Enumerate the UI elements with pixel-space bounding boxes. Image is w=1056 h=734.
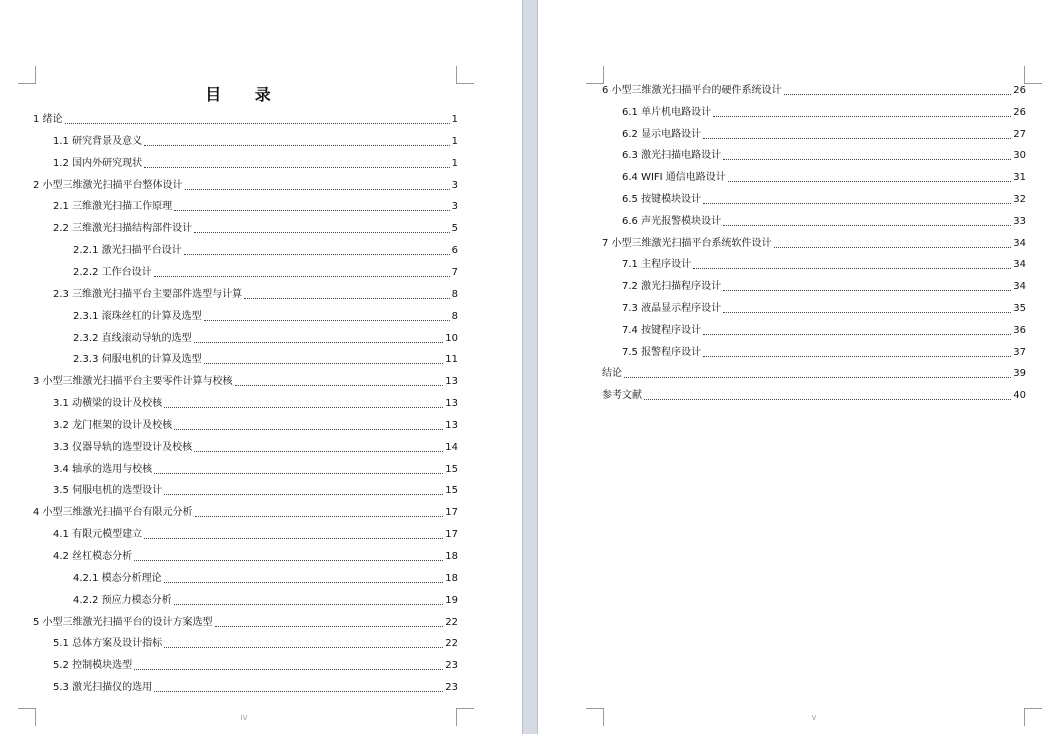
toc-entry-label: 2 小型三维激光扫描平台整体设计 bbox=[33, 179, 183, 191]
dot-leader bbox=[164, 407, 443, 408]
toc-entry-page: 8 bbox=[451, 288, 458, 300]
toc-entry-label: 结论 bbox=[602, 368, 622, 380]
dot-leader bbox=[774, 247, 1012, 248]
toc-entry-page: 34 bbox=[1013, 259, 1026, 271]
toc-entry-label: 6.1 单片机电路设计 bbox=[622, 106, 712, 118]
toc-entry-page: 33 bbox=[1013, 215, 1026, 227]
toc-entry-page: 18 bbox=[445, 572, 458, 584]
toc-entry-label: 5 小型三维激光扫描平台的设计方案选型 bbox=[33, 616, 213, 628]
toc-entry-page: 11 bbox=[445, 354, 458, 366]
dot-leader bbox=[195, 516, 444, 517]
toc-entry[interactable] bbox=[73, 309, 458, 323]
toc-entry[interactable] bbox=[53, 462, 458, 476]
dot-leader bbox=[174, 210, 450, 211]
toc-entry-label: 5.1 总体方案及设计指标 bbox=[53, 638, 163, 650]
dot-leader bbox=[164, 647, 443, 648]
toc-entry-page: 1 bbox=[451, 135, 458, 147]
toc-entry-label: 1 绪论 bbox=[33, 114, 63, 125]
toc-entry-page: 13 bbox=[445, 376, 458, 388]
toc-entry[interactable] bbox=[622, 345, 1026, 359]
toc-entry-label: 6.4 WIFI 通信电路设计 bbox=[622, 172, 726, 184]
toc-entry[interactable] bbox=[602, 366, 1026, 380]
dot-leader bbox=[703, 356, 1011, 357]
dot-leader bbox=[703, 203, 1011, 204]
dot-leader bbox=[713, 116, 1011, 117]
toc-entry-label: 6.2 显示电路设计 bbox=[622, 128, 702, 140]
toc-entry-label: 3.4 轴承的选用与校核 bbox=[53, 463, 153, 475]
toc-entry-page: 13 bbox=[445, 398, 458, 410]
toc-entry[interactable] bbox=[53, 636, 458, 650]
dot-leader bbox=[723, 312, 1011, 313]
toc-entry[interactable] bbox=[602, 388, 1026, 402]
toc-entry-label: 2.2 三维激光扫描结构部件设计 bbox=[53, 223, 193, 235]
toc-entry[interactable] bbox=[33, 615, 458, 629]
toc-entry[interactable] bbox=[73, 571, 458, 585]
toc-entry-page: 36 bbox=[1013, 324, 1026, 336]
toc-entry-label: 4 小型三维激光扫描平台有限元分析 bbox=[33, 507, 193, 519]
toc-entry-label: 7.2 激光扫描程序设计 bbox=[622, 281, 722, 293]
dot-leader bbox=[723, 290, 1011, 291]
footer-page-number-left: IV bbox=[240, 714, 248, 722]
toc-entry-page: 31 bbox=[1013, 172, 1026, 184]
toc-entry-page: 7 bbox=[451, 266, 458, 278]
toc-entry[interactable] bbox=[53, 199, 458, 213]
left-page bbox=[0, 0, 522, 734]
toc-entry[interactable] bbox=[622, 301, 1026, 315]
toc-entry-page: 1 bbox=[451, 157, 458, 169]
dot-leader bbox=[134, 669, 443, 670]
dot-leader bbox=[693, 268, 1011, 269]
toc-entry-page: 32 bbox=[1013, 194, 1026, 205]
toc-entry-label: 7.4 按键程序设计 bbox=[622, 324, 702, 336]
toc-entry-label: 7.5 报警程序设计 bbox=[622, 346, 702, 358]
toc-entry-page: 6 bbox=[451, 245, 458, 257]
toc-entry-label: 4.1 有限元模型建立 bbox=[53, 529, 143, 541]
toc-entry[interactable] bbox=[53, 658, 458, 672]
toc-entry[interactable] bbox=[53, 221, 458, 235]
toc-entry[interactable] bbox=[622, 279, 1026, 293]
dot-leader bbox=[185, 189, 450, 190]
toc-entry[interactable] bbox=[622, 148, 1026, 162]
toc-entry-label: 1.2 国内外研究现状 bbox=[53, 157, 143, 169]
toc-entry-label: 2.3.1 滚珠丝杠的计算及选型 bbox=[73, 310, 202, 322]
toc-entry[interactable] bbox=[33, 374, 458, 388]
dot-leader bbox=[164, 494, 443, 495]
toc-entry-page: 34 bbox=[1013, 237, 1026, 249]
toc-entry-label: 5.2 控制模块选型 bbox=[53, 660, 133, 672]
toc-entry-page: 8 bbox=[451, 310, 458, 322]
toc-entry-label: 6.3 激光扫描电路设计 bbox=[622, 150, 722, 162]
toc-entry-page: 23 bbox=[445, 660, 458, 672]
toc-entry[interactable] bbox=[622, 192, 1026, 206]
dot-leader bbox=[204, 320, 450, 321]
dot-leader bbox=[723, 159, 1011, 160]
dot-leader bbox=[154, 276, 450, 277]
toc-entry[interactable] bbox=[622, 323, 1026, 337]
toc-entry[interactable] bbox=[33, 178, 458, 192]
right-page bbox=[538, 0, 1056, 734]
toc-entry-label: 5.3 激光扫描仪的选用 bbox=[53, 682, 153, 694]
toc-entry[interactable] bbox=[33, 112, 458, 126]
toc-entry-page: 26 bbox=[1013, 85, 1026, 96]
toc-entry-label: 6 小型三维激光扫描平台的硬件系统设计 bbox=[602, 85, 782, 96]
toc-entry-label: 3.5 伺服电机的选型设计 bbox=[53, 485, 163, 497]
toc-entry-page: 13 bbox=[445, 419, 458, 431]
toc-entry-page: 22 bbox=[445, 638, 458, 650]
toc-entry[interactable] bbox=[53, 549, 458, 563]
toc-entry-label: 3.1 动横梁的设计及校核 bbox=[53, 398, 163, 410]
toc-entry-page: 17 bbox=[445, 507, 458, 519]
toc-entry-label: 7 小型三维激光扫描平台系统软件设计 bbox=[602, 237, 772, 249]
toc-entry-page: 30 bbox=[1013, 150, 1026, 162]
toc-entry-page: 27 bbox=[1013, 128, 1026, 140]
toc-entry-page: 22 bbox=[445, 616, 458, 628]
dot-leader bbox=[144, 145, 450, 146]
toc-entry[interactable] bbox=[33, 505, 458, 519]
dot-leader bbox=[144, 538, 443, 539]
toc-entry-label: 4.2.2 预应力模态分析 bbox=[73, 594, 172, 606]
toc-list-right bbox=[538, 0, 1056, 734]
toc-entry[interactable] bbox=[53, 156, 458, 170]
dot-leader bbox=[65, 123, 450, 124]
toc-entry-label: 7.1 主程序设计 bbox=[622, 259, 692, 271]
page-gutter bbox=[522, 0, 538, 734]
dot-leader bbox=[784, 94, 1012, 95]
toc-entry-page: 17 bbox=[445, 529, 458, 541]
toc-entry-label: 2.2.1 激光扫描平台设计 bbox=[73, 245, 182, 257]
toc-entry[interactable] bbox=[73, 265, 458, 279]
dot-leader bbox=[194, 451, 443, 452]
dot-leader bbox=[723, 225, 1011, 226]
toc-entry[interactable] bbox=[602, 236, 1026, 250]
toc-entry[interactable] bbox=[73, 331, 458, 345]
footer-page-number-right: V bbox=[811, 714, 817, 722]
toc-entry[interactable] bbox=[602, 83, 1026, 97]
dot-leader bbox=[204, 363, 444, 364]
toc-entry-label: 4.2 丝杠模态分析 bbox=[53, 551, 133, 562]
toc-entry-page: 19 bbox=[445, 594, 458, 606]
toc-entry-page: 5 bbox=[451, 223, 458, 235]
toc-entry-label: 2.2.2 工作台设计 bbox=[73, 266, 152, 278]
dot-leader bbox=[154, 691, 443, 692]
toc-entry-page: 15 bbox=[445, 485, 458, 497]
toc-entry-label: 7.3 液晶显示程序设计 bbox=[622, 303, 722, 314]
dot-leader bbox=[194, 232, 450, 233]
toc-entry-label: 2.3 三维激光扫描平台主要部件选型与计算 bbox=[53, 288, 243, 300]
toc-list-left bbox=[0, 0, 522, 734]
toc-entry[interactable] bbox=[622, 127, 1026, 141]
toc-entry[interactable] bbox=[73, 352, 458, 366]
dot-leader bbox=[728, 181, 1011, 182]
dot-leader bbox=[624, 377, 1011, 378]
toc-entry-label: 6.5 按键模块设计 bbox=[622, 194, 702, 205]
toc-entry-label: 3.3 仪器导轨的选型设计及校核 bbox=[53, 441, 193, 453]
toc-entry-page: 40 bbox=[1013, 390, 1026, 402]
toc-entry[interactable] bbox=[53, 527, 458, 541]
dot-leader bbox=[235, 385, 444, 386]
toc-entry[interactable] bbox=[622, 105, 1026, 119]
toc-entry-label: 参考文献 bbox=[602, 390, 642, 402]
toc-entry-label: 2.3.3 伺服电机的计算及选型 bbox=[73, 354, 202, 366]
toc-entry[interactable] bbox=[53, 680, 458, 694]
toc-entry-page: 18 bbox=[445, 551, 458, 562]
toc-entry-label: 3.2 龙门框架的设计及校核 bbox=[53, 419, 173, 431]
toc-entry-label: 1.1 研究背景及意义 bbox=[53, 135, 143, 147]
dot-leader bbox=[703, 334, 1011, 335]
toc-entry-label: 2.3.2 直线滚动导轨的选型 bbox=[73, 332, 192, 344]
dot-leader bbox=[644, 399, 1011, 400]
toc-entry[interactable] bbox=[53, 396, 458, 410]
toc-entry-page: 15 bbox=[445, 463, 458, 475]
toc-entry[interactable] bbox=[73, 243, 458, 257]
dot-leader bbox=[194, 342, 444, 343]
toc-entry-page: 3 bbox=[451, 179, 458, 191]
dot-leader bbox=[244, 298, 450, 299]
toc-entry-page: 14 bbox=[445, 441, 458, 453]
dot-leader bbox=[134, 560, 443, 561]
toc-entry[interactable] bbox=[622, 257, 1026, 271]
toc-entry[interactable] bbox=[53, 134, 458, 148]
toc-entry-label: 6.6 声光报警模块设计 bbox=[622, 215, 722, 227]
toc-entry-page: 26 bbox=[1013, 106, 1026, 118]
toc-entry-page: 37 bbox=[1013, 346, 1026, 358]
dot-leader bbox=[164, 582, 444, 583]
toc-entry[interactable] bbox=[622, 170, 1026, 184]
dot-leader bbox=[144, 167, 450, 168]
dot-leader bbox=[184, 254, 450, 255]
toc-entry[interactable] bbox=[53, 287, 458, 301]
dot-leader bbox=[174, 604, 444, 605]
toc-entry[interactable] bbox=[53, 440, 458, 454]
toc-entry[interactable] bbox=[622, 214, 1026, 228]
toc-entry-page: 39 bbox=[1013, 368, 1026, 380]
dot-leader bbox=[215, 626, 444, 627]
dot-leader bbox=[154, 473, 443, 474]
toc-entry-page: 10 bbox=[445, 332, 458, 344]
toc-entry-label: 3 小型三维激光扫描平台主要零件计算与校核 bbox=[33, 376, 233, 388]
dot-leader bbox=[174, 429, 443, 430]
toc-entry-label: 4.2.1 模态分析理论 bbox=[73, 572, 162, 584]
toc-entry-page: 34 bbox=[1013, 281, 1026, 293]
toc-entry-page: 23 bbox=[445, 682, 458, 694]
toc-title: 目 录 bbox=[205, 85, 285, 104]
toc-entry[interactable] bbox=[53, 418, 458, 432]
toc-entry-page: 1 bbox=[451, 114, 458, 125]
toc-entry-page: 3 bbox=[451, 201, 458, 213]
dot-leader bbox=[703, 138, 1011, 139]
toc-entry[interactable] bbox=[53, 483, 458, 497]
toc-entry[interactable] bbox=[73, 593, 458, 607]
toc-entry-page: 35 bbox=[1013, 303, 1026, 314]
toc-entry-label: 2.1 三维激光扫描工作原理 bbox=[53, 201, 173, 213]
